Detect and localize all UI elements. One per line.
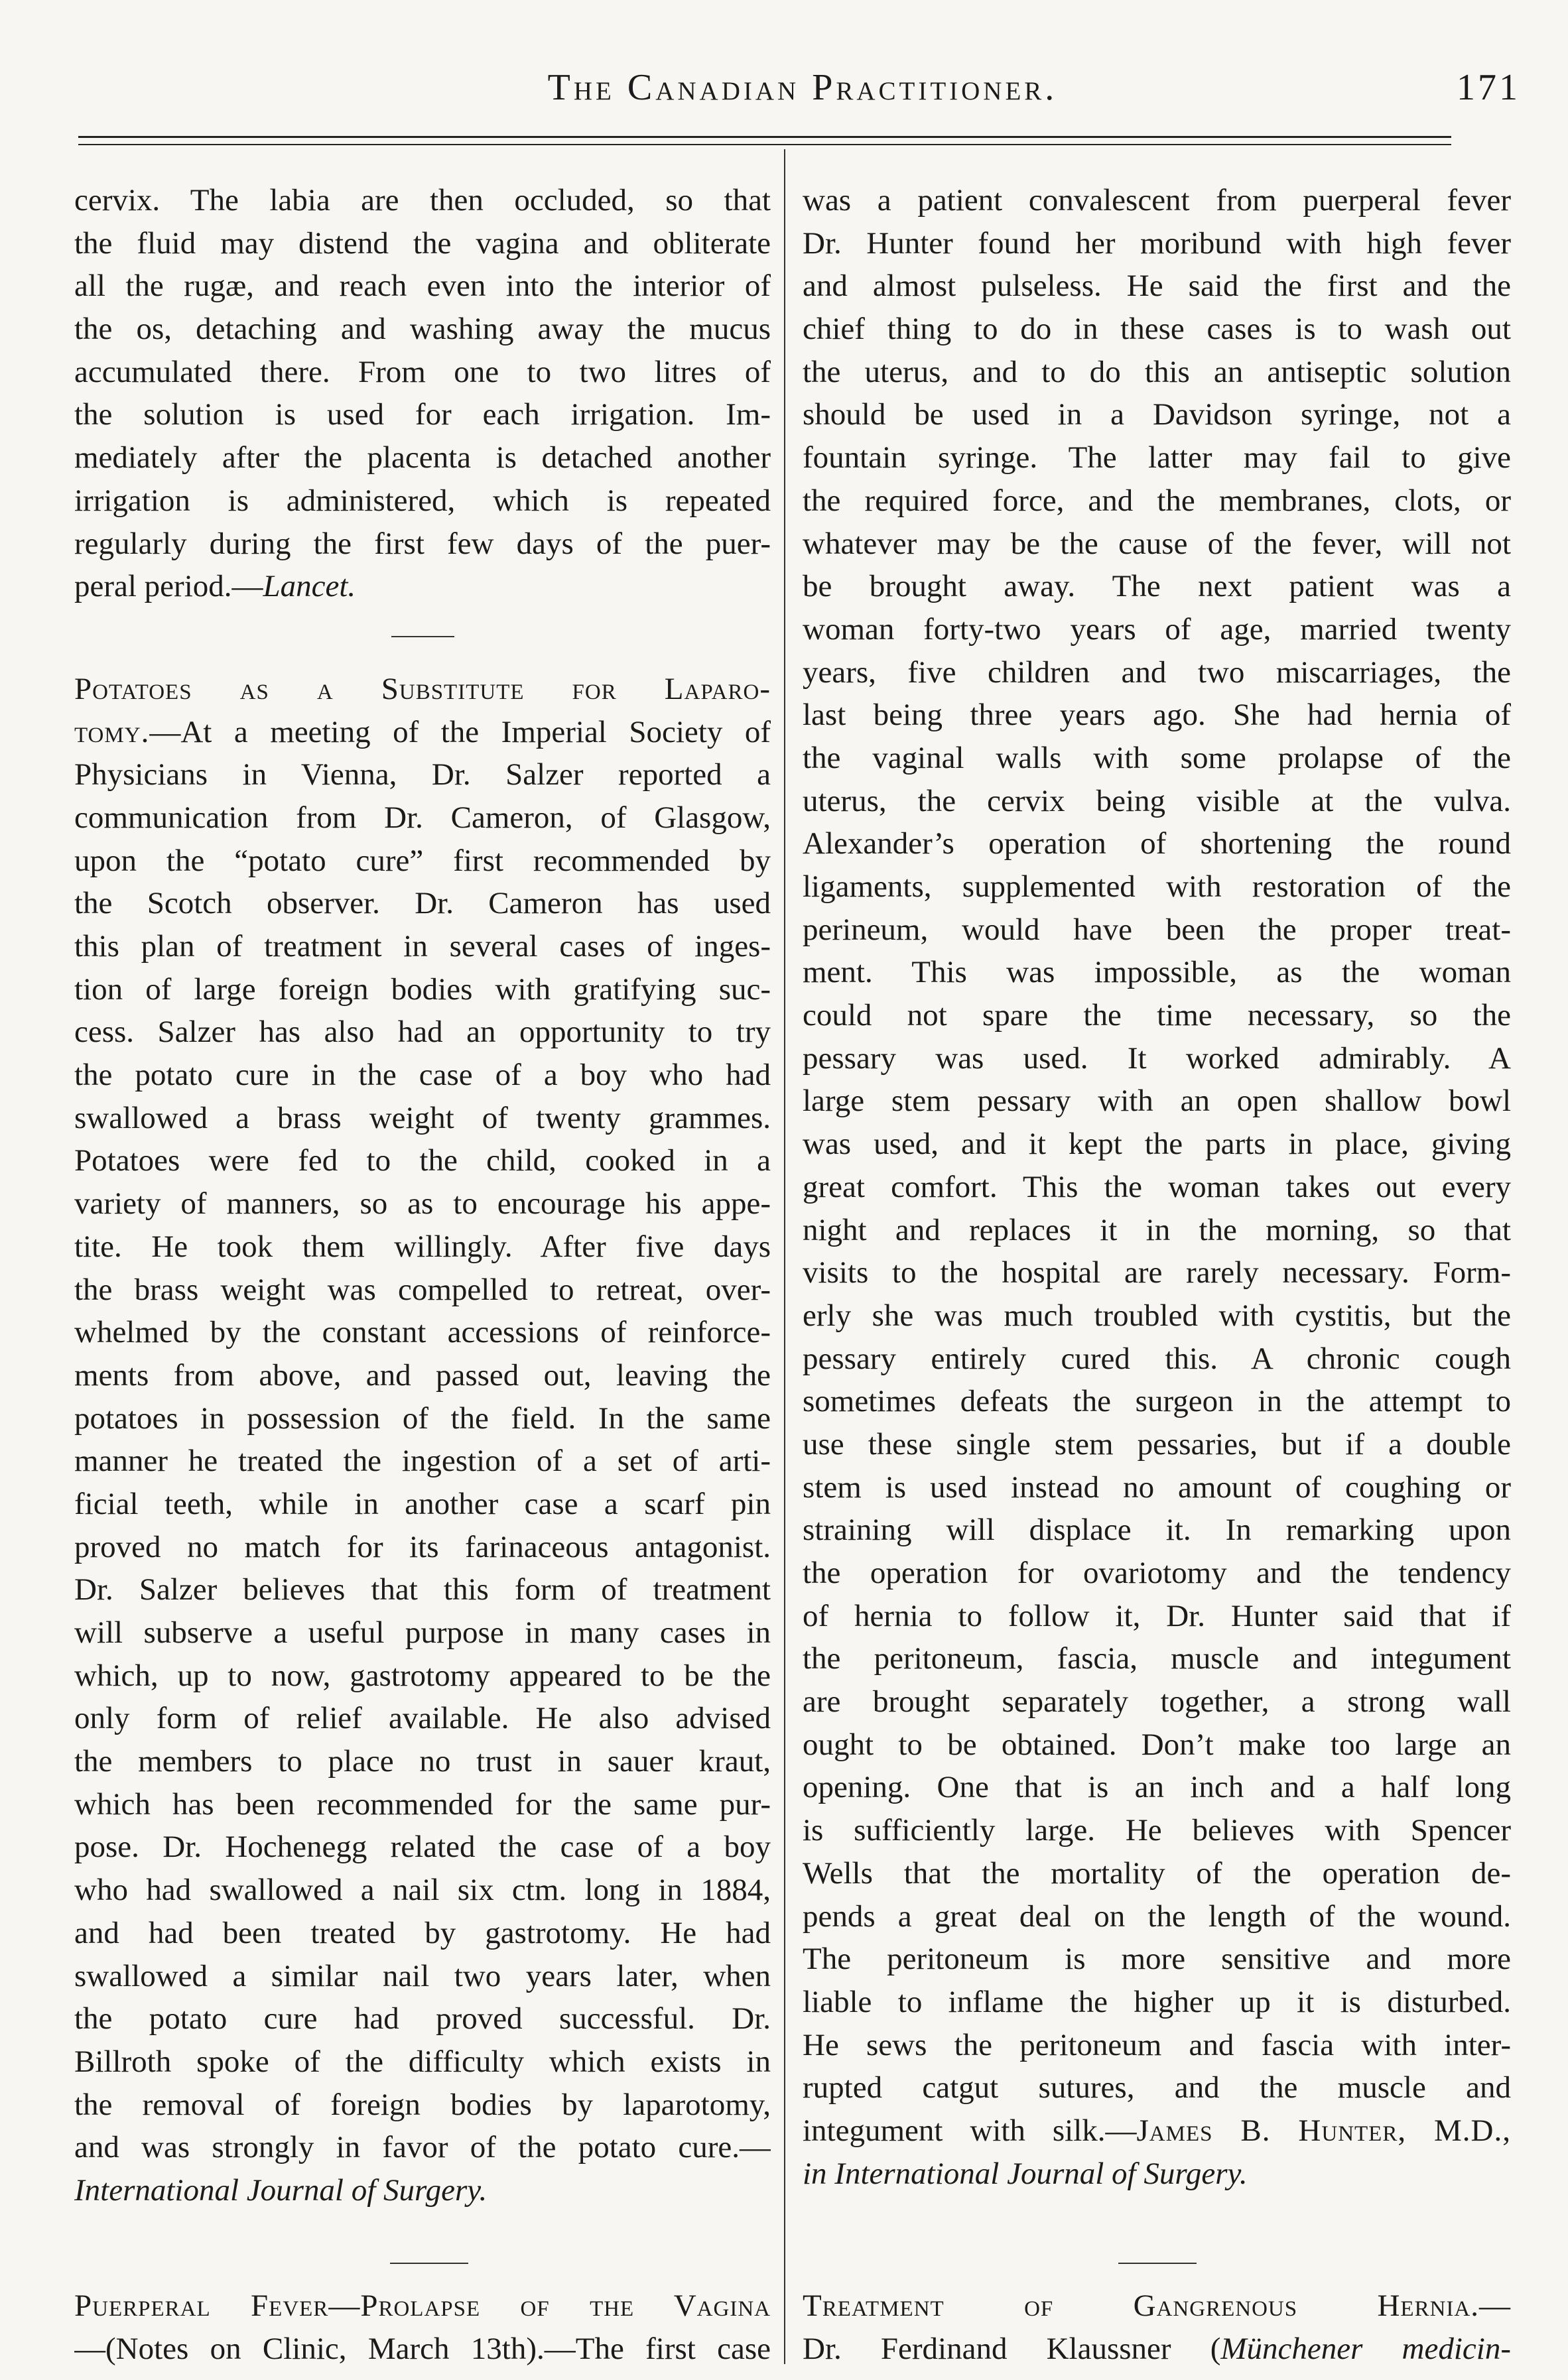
text-line: use these single stem pessaries, but if a double <box>803 1426 1511 1462</box>
text-line: sometimes defeats the surgeon in the attempt to <box>803 1384 1511 1419</box>
text-line: be brought away. The next patient was a <box>803 569 1511 604</box>
signature-prefix: integument with silk.— <box>803 2113 1137 2148</box>
article-1-source: Lancet. <box>263 569 356 604</box>
article-1-text <box>74 179 771 565</box>
text-line: the peritoneum, fascia, muscle and integument <box>803 1641 1511 1676</box>
article-2-heading <box>74 668 771 711</box>
article-3-first-line: —(Notes on Clinic, March 13th).—The first case <box>74 2331 771 2366</box>
text-line: of hernia to follow it, Dr. Hunter said that if <box>803 1598 1511 1633</box>
text-line: Dr. Hunter found her moribund with high fever <box>803 225 1511 261</box>
text-line: He sews the peritoneum and fascia with inter- <box>803 2027 1511 2062</box>
text-line: woman forty-two years of age, married twenty <box>803 611 1511 647</box>
article-3-continued-text <box>803 179 1511 2109</box>
text-line: the required force, and the membranes, clots, or <box>803 483 1511 518</box>
page-number: 171 <box>1457 67 1520 108</box>
article-4-source: Münchener medicin- <box>1220 2331 1511 2366</box>
text-line: last being three years ago. She had hernia of <box>803 698 1511 733</box>
text-line: visits to the hospital are rarely necessary. Form- <box>803 1255 1511 1290</box>
text-line: and was strongly in favor of the potato cure.— <box>74 2130 771 2165</box>
article-3-signature <box>803 2109 1511 2153</box>
text-line: the Scotch observer. Dr. Cameron has used <box>74 886 771 921</box>
text-line: whelmed by the constant accessions of reinforce- <box>74 1315 771 1350</box>
text-line: all the rugæ, and reach even into the interior of <box>74 269 771 304</box>
text-line: fountain syringe. The latter may fail to give <box>803 440 1511 475</box>
text-line: opening. One that is an inch and a half long <box>803 1770 1511 1805</box>
text-line: Billroth spoke of the difficulty which exists in <box>74 2044 771 2079</box>
text-line: regularly during the first few days of the puer- <box>74 526 771 561</box>
left-bottom-separator <box>390 2263 468 2264</box>
article-4-heading-block <box>803 2285 1511 2370</box>
right-column <box>803 179 1511 2195</box>
article-2-heading-title-end: tomy. <box>74 714 150 749</box>
text-line: only form of relief available. He also advised <box>74 1701 771 1736</box>
article-4-heading: Treatment of Gangrenous Hernia.— <box>803 2288 1511 2323</box>
text-line: potatoes in possession of the field. In the same <box>74 1401 771 1436</box>
text-line: ligaments, supplemented with restoration of the <box>803 869 1511 904</box>
text-line: is sufficiently large. He believes with Spencer <box>803 1813 1511 1848</box>
right-bottom-separator <box>1118 2263 1197 2264</box>
text-line: was a patient convalescent from puerperal fever <box>803 183 1511 218</box>
text-line: the potato cure had proved successful. Dr. <box>74 2001 771 2036</box>
text-line: great comfort. This the woman takes out every <box>803 1169 1511 1204</box>
text-line: erly she was much troubled with cystitis, but the <box>803 1298 1511 1333</box>
text-line: the members to place no trust in sauer kraut, <box>74 1744 771 1779</box>
text-line: chief thing to do in these cases is to wash out <box>803 312 1511 347</box>
journal-title: The Canadian Practitioner. <box>547 67 1058 108</box>
text-line: mediately after the placenta is detached another <box>74 440 771 475</box>
text-line: ments from above, and passed out, leaving the <box>74 1357 771 1393</box>
text-line: are brought separately together, a strong wall <box>803 1684 1511 1720</box>
text-line: pose. Dr. Hochenegg related the case of a boy <box>74 1830 771 1865</box>
article-2-heading-title: Potatoes as a Substitute for Laparo- <box>74 671 771 706</box>
text-line: was used, and it kept the parts in place, giving <box>803 1127 1511 1162</box>
text-line: Alexander’s operation of shortening the round <box>803 826 1511 861</box>
article-4-first-line <box>803 2328 1511 2371</box>
text-line: will subserve a useful purpose in many cases in <box>74 1615 771 1650</box>
text-line: who had swallowed a nail six ctm. long in 1884, <box>74 1873 771 1908</box>
left-column <box>74 179 771 2212</box>
text-line: The peritoneum is more sensitive and more <box>803 1942 1511 1977</box>
text-line: perineum, would have been the proper treat- <box>803 912 1511 947</box>
text-line: should be used in a Davidson syringe, not a <box>803 397 1511 432</box>
article-3-heading-block <box>74 2285 771 2370</box>
column-divider <box>784 149 785 2364</box>
text-line: ficial teeth, while in another case a scarf pin <box>74 1486 771 1521</box>
text-line: swallowed a similar nail two years later, when <box>74 1958 771 1993</box>
text-line: pessary entirely cured this. A chronic cough <box>803 1341 1511 1376</box>
signature-name: James B. Hunter, M.D., <box>1136 2113 1511 2148</box>
article-2-heading-cont <box>74 711 771 754</box>
article-1-last-line-text: peral period.— <box>74 569 263 604</box>
article-1-last-line <box>74 565 771 608</box>
header-rule <box>78 136 1451 145</box>
text-line: cess. Salzer has also had an opportunity to try <box>74 1015 771 1050</box>
text-line: tion of large foreign bodies with gratifying suc- <box>74 971 771 1007</box>
text-line: the potato cure in the case of a boy who had <box>74 1058 771 1093</box>
text-line: uterus, the cervix being visible at the vulva. <box>803 783 1511 818</box>
text-line: manner he treated the ingestion of a set of arti- <box>74 1444 771 1479</box>
text-line: Dr. Salzer believes that this form of treatment <box>74 1572 771 1607</box>
text-line: pends a great deal on the length of the wound. <box>803 1899 1511 1934</box>
text-line: the uterus, and to do this an antiseptic solution <box>803 354 1511 389</box>
text-line: Physicians in Vienna, Dr. Salzer reported a <box>74 757 771 792</box>
text-line: swallowed a brass weight of twenty grammes. <box>74 1100 771 1135</box>
text-line: variety of manners, so as to encourage his appe- <box>74 1186 771 1221</box>
text-line: the operation for ovariotomy and the tendency <box>803 1556 1511 1590</box>
text-line: could not spare the time necessary, so the <box>803 998 1511 1033</box>
text-line: years, five children and two miscarriages, the <box>803 655 1511 690</box>
text-line: straining will displace it. In remarking upon <box>803 1513 1511 1548</box>
text-line: and had been treated by gastrotomy. He had <box>74 1915 771 1950</box>
article-2-source: International Journal of Surgery. <box>74 2172 488 2208</box>
text-line: whatever may be the cause of the fever, will not <box>803 526 1511 561</box>
article-2-text <box>74 753 771 2169</box>
text-line: proved no match for its farinaceous antagonist. <box>74 1529 771 1564</box>
text-line: and almost pulseless. He said the first and the <box>803 269 1511 304</box>
text-line: the removal of foreign bodies by laparotomy, <box>74 2087 771 2122</box>
text-line: the solution is used for each irrigation. Im- <box>74 397 771 432</box>
text-line: rupted catgut sutures, and the muscle and <box>803 2070 1511 2105</box>
text-line: which has been recommended for the same pur- <box>74 1786 771 1822</box>
text-line: stem is used instead no amount of coughing or <box>803 1470 1511 1505</box>
text-line: large stem pessary with an open shallow bowl <box>803 1084 1511 1119</box>
text-line: the brass weight was compelled to retreat, over- <box>74 1272 771 1307</box>
text-line: irrigation is administered, which is repeated <box>74 483 771 518</box>
text-line: pessary was used. It worked admirably. A <box>803 1040 1511 1076</box>
text-line: cervix. The labia are then occluded, so that <box>74 183 771 218</box>
article-3-heading: Puerperal Fever—Prolapse of the Vagina <box>74 2288 771 2323</box>
article-4-author: Dr. Ferdinand Klaussner ( <box>803 2331 1221 2366</box>
text-line: Potatoes were fed to the child, cooked in a <box>74 1143 771 1178</box>
text-line: Wells that the mortality of the operation de- <box>803 1855 1511 1891</box>
section-separator <box>391 636 454 637</box>
text-line: ought to be obtained. Don’t make too large an <box>803 1727 1511 1762</box>
text-line: liable to inflame the higher up it is disturbed. <box>803 1984 1511 2019</box>
text-line: the vaginal walls with some prolapse of the <box>803 740 1511 775</box>
text-line: communication from Dr. Cameron, of Glasgow, <box>74 800 771 835</box>
text-line: ment. This was impossible, as the woman <box>803 955 1511 990</box>
text-line: the fluid may distend the vagina and obliterate <box>74 225 771 261</box>
text-line: night and replaces it in the morning, so that <box>803 1212 1511 1247</box>
article-2-first-text: —At a meeting of the Imperial Society of <box>149 714 771 749</box>
article-3-source: in International Journal of Surgery. <box>803 2156 1248 2191</box>
text-line: this plan of treatment in several cases of inges- <box>74 929 771 964</box>
text-line: which, up to now, gastrotomy appeared to be the <box>74 1658 771 1693</box>
text-line: tite. He took them willingly. After five days <box>74 1229 771 1264</box>
running-head <box>80 66 1526 119</box>
text-line: accumulated there. From one to two litres of <box>74 354 771 389</box>
text-line: the os, detaching and washing away the mucus <box>74 312 771 347</box>
text-line: upon the “potato cure” first recommended by <box>74 843 771 878</box>
